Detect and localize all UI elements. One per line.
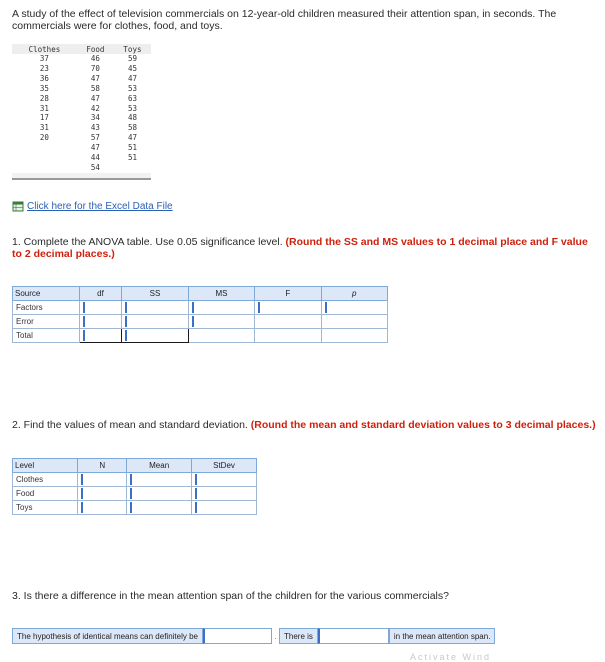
clothes-stdev-input[interactable] bbox=[192, 473, 257, 487]
difference-dropdown[interactable] bbox=[318, 628, 389, 644]
data-cell: 28 bbox=[39, 93, 49, 103]
excel-link-text[interactable]: Click here for the Excel Data File bbox=[27, 201, 173, 212]
data-cell: 54 bbox=[90, 162, 100, 172]
data-cell: 31 bbox=[39, 123, 49, 133]
data-cell: 47 bbox=[90, 73, 100, 83]
row-label: Toys bbox=[13, 501, 78, 515]
food-stdev-input[interactable] bbox=[192, 487, 257, 501]
q1-instruction: (Round the SS and MS values to 1 decimal place and F value to 2 decimal places.) bbox=[12, 236, 588, 260]
header-p: p bbox=[321, 287, 387, 301]
anova-table bbox=[12, 286, 388, 343]
food-n-input[interactable] bbox=[78, 487, 127, 501]
data-row bbox=[12, 133, 151, 143]
header-n: N bbox=[78, 459, 127, 473]
row-label: Total bbox=[13, 329, 80, 343]
data-row bbox=[12, 54, 151, 64]
sentence-separator: . bbox=[274, 631, 277, 641]
level-row-toys bbox=[13, 501, 257, 515]
q2-instruction: (Round the mean and standard deviation values to 3 decimal places.) bbox=[250, 419, 596, 431]
level-table bbox=[12, 458, 257, 515]
excel-file-icon bbox=[12, 201, 24, 212]
factors-p-input[interactable] bbox=[321, 301, 387, 315]
error-df-input[interactable] bbox=[79, 315, 122, 329]
data-cell: 63 bbox=[127, 93, 137, 103]
data-row bbox=[12, 94, 151, 104]
factors-f-input[interactable] bbox=[255, 301, 321, 315]
header-ms: MS bbox=[188, 287, 254, 301]
q3-part3: in the mean attention span. bbox=[389, 628, 496, 644]
activate-windows-watermark: Activate Wind bbox=[410, 652, 492, 662]
data-cell: 23 bbox=[39, 63, 49, 73]
data-cell: 45 bbox=[127, 63, 137, 73]
anova-row-total bbox=[13, 329, 388, 343]
data-cell: 47 bbox=[127, 133, 137, 143]
anova-row-factors bbox=[13, 301, 388, 315]
question-1 bbox=[12, 236, 597, 260]
data-cell: 35 bbox=[39, 83, 49, 93]
col-header-food: Food bbox=[77, 44, 114, 54]
error-ms-input[interactable] bbox=[188, 315, 254, 329]
question-3: 3. Is there a difference in the mean attention span of the children for the various commercials? bbox=[12, 590, 449, 602]
total-ss-input[interactable] bbox=[122, 329, 188, 343]
data-cell: 36 bbox=[39, 73, 49, 83]
data-row bbox=[12, 163, 151, 173]
data-cell bbox=[114, 163, 151, 173]
factors-ms-input[interactable] bbox=[188, 301, 254, 315]
row-label: Error bbox=[13, 315, 80, 329]
clothes-mean-input[interactable] bbox=[127, 473, 192, 487]
q3-answer-row bbox=[12, 628, 495, 644]
data-cell: 58 bbox=[90, 83, 100, 93]
toys-mean-input[interactable] bbox=[127, 501, 192, 515]
data-cell bbox=[12, 153, 77, 163]
data-cell: 20 bbox=[39, 133, 49, 143]
data-cell: 51 bbox=[127, 153, 137, 163]
data-row bbox=[12, 74, 151, 84]
total-df-input[interactable] bbox=[79, 329, 122, 343]
excel-data-link[interactable] bbox=[12, 201, 173, 212]
data-row bbox=[12, 104, 151, 114]
data-row bbox=[12, 123, 151, 133]
hypothesis-dropdown[interactable] bbox=[203, 628, 272, 644]
toys-stdev-input[interactable] bbox=[192, 501, 257, 515]
header-level: Level bbox=[13, 459, 78, 473]
data-cell: 44 bbox=[90, 153, 100, 163]
data-row bbox=[12, 64, 151, 74]
q3-part1: The hypothesis of identical means can definitely be bbox=[12, 628, 203, 644]
data-cell: 53 bbox=[127, 83, 137, 93]
data-cell bbox=[12, 143, 77, 153]
col-header-toys: Toys bbox=[114, 44, 151, 54]
row-label: Clothes bbox=[13, 473, 78, 487]
level-row-clothes bbox=[13, 473, 257, 487]
data-cell: 34 bbox=[90, 113, 100, 123]
data-cell: 70 bbox=[90, 63, 100, 73]
q3-part2: There is bbox=[279, 628, 318, 644]
data-cell bbox=[12, 163, 77, 173]
header-ss: SS bbox=[122, 287, 188, 301]
data-cell: 58 bbox=[127, 123, 137, 133]
data-cell: 57 bbox=[90, 133, 100, 143]
data-cell: 46 bbox=[90, 54, 100, 63]
header-f: F bbox=[255, 287, 321, 301]
question-2 bbox=[12, 419, 597, 431]
data-cell: 47 bbox=[90, 93, 100, 103]
q1-text: 1. Complete the ANOVA table. Use 0.05 significance level. bbox=[12, 236, 286, 248]
problem-intro: A study of the effect of television commercials on 12-year-old children measured their attention span, in seconds. The commercials were for clothes, food, and toys. bbox=[12, 8, 557, 32]
data-cell: 51 bbox=[127, 143, 137, 153]
row-label: Food bbox=[13, 487, 78, 501]
q2-text: 2. Find the values of mean and standard deviation. bbox=[12, 419, 251, 431]
food-mean-input[interactable] bbox=[127, 487, 192, 501]
anova-row-error bbox=[13, 315, 388, 329]
data-cell: 31 bbox=[39, 103, 49, 113]
header-stdev: StDev bbox=[192, 459, 257, 473]
data-row bbox=[12, 84, 151, 94]
level-row-food bbox=[13, 487, 257, 501]
factors-ss-input[interactable] bbox=[122, 301, 188, 315]
header-df: df bbox=[79, 287, 122, 301]
data-cell: 47 bbox=[127, 73, 137, 83]
data-cell: 59 bbox=[127, 54, 137, 63]
data-cell: 48 bbox=[127, 113, 137, 123]
row-label: Factors bbox=[13, 301, 80, 315]
header-mean: Mean bbox=[127, 459, 192, 473]
col-header-clothes: Clothes bbox=[12, 44, 77, 54]
toys-n-input[interactable] bbox=[78, 501, 127, 515]
data-cell: 37 bbox=[39, 54, 49, 63]
data-cell: 47 bbox=[90, 143, 100, 153]
data-cell: 43 bbox=[90, 123, 100, 133]
data-table bbox=[12, 44, 151, 180]
error-ss-input[interactable] bbox=[122, 315, 188, 329]
clothes-n-input[interactable] bbox=[78, 473, 127, 487]
data-cell: 42 bbox=[90, 103, 100, 113]
data-row bbox=[12, 153, 151, 163]
data-row bbox=[12, 113, 151, 123]
data-row bbox=[12, 143, 151, 153]
data-cell: 17 bbox=[39, 113, 49, 123]
data-cell: 53 bbox=[127, 103, 137, 113]
factors-df-input[interactable] bbox=[79, 301, 122, 315]
header-source: Source bbox=[13, 287, 80, 301]
